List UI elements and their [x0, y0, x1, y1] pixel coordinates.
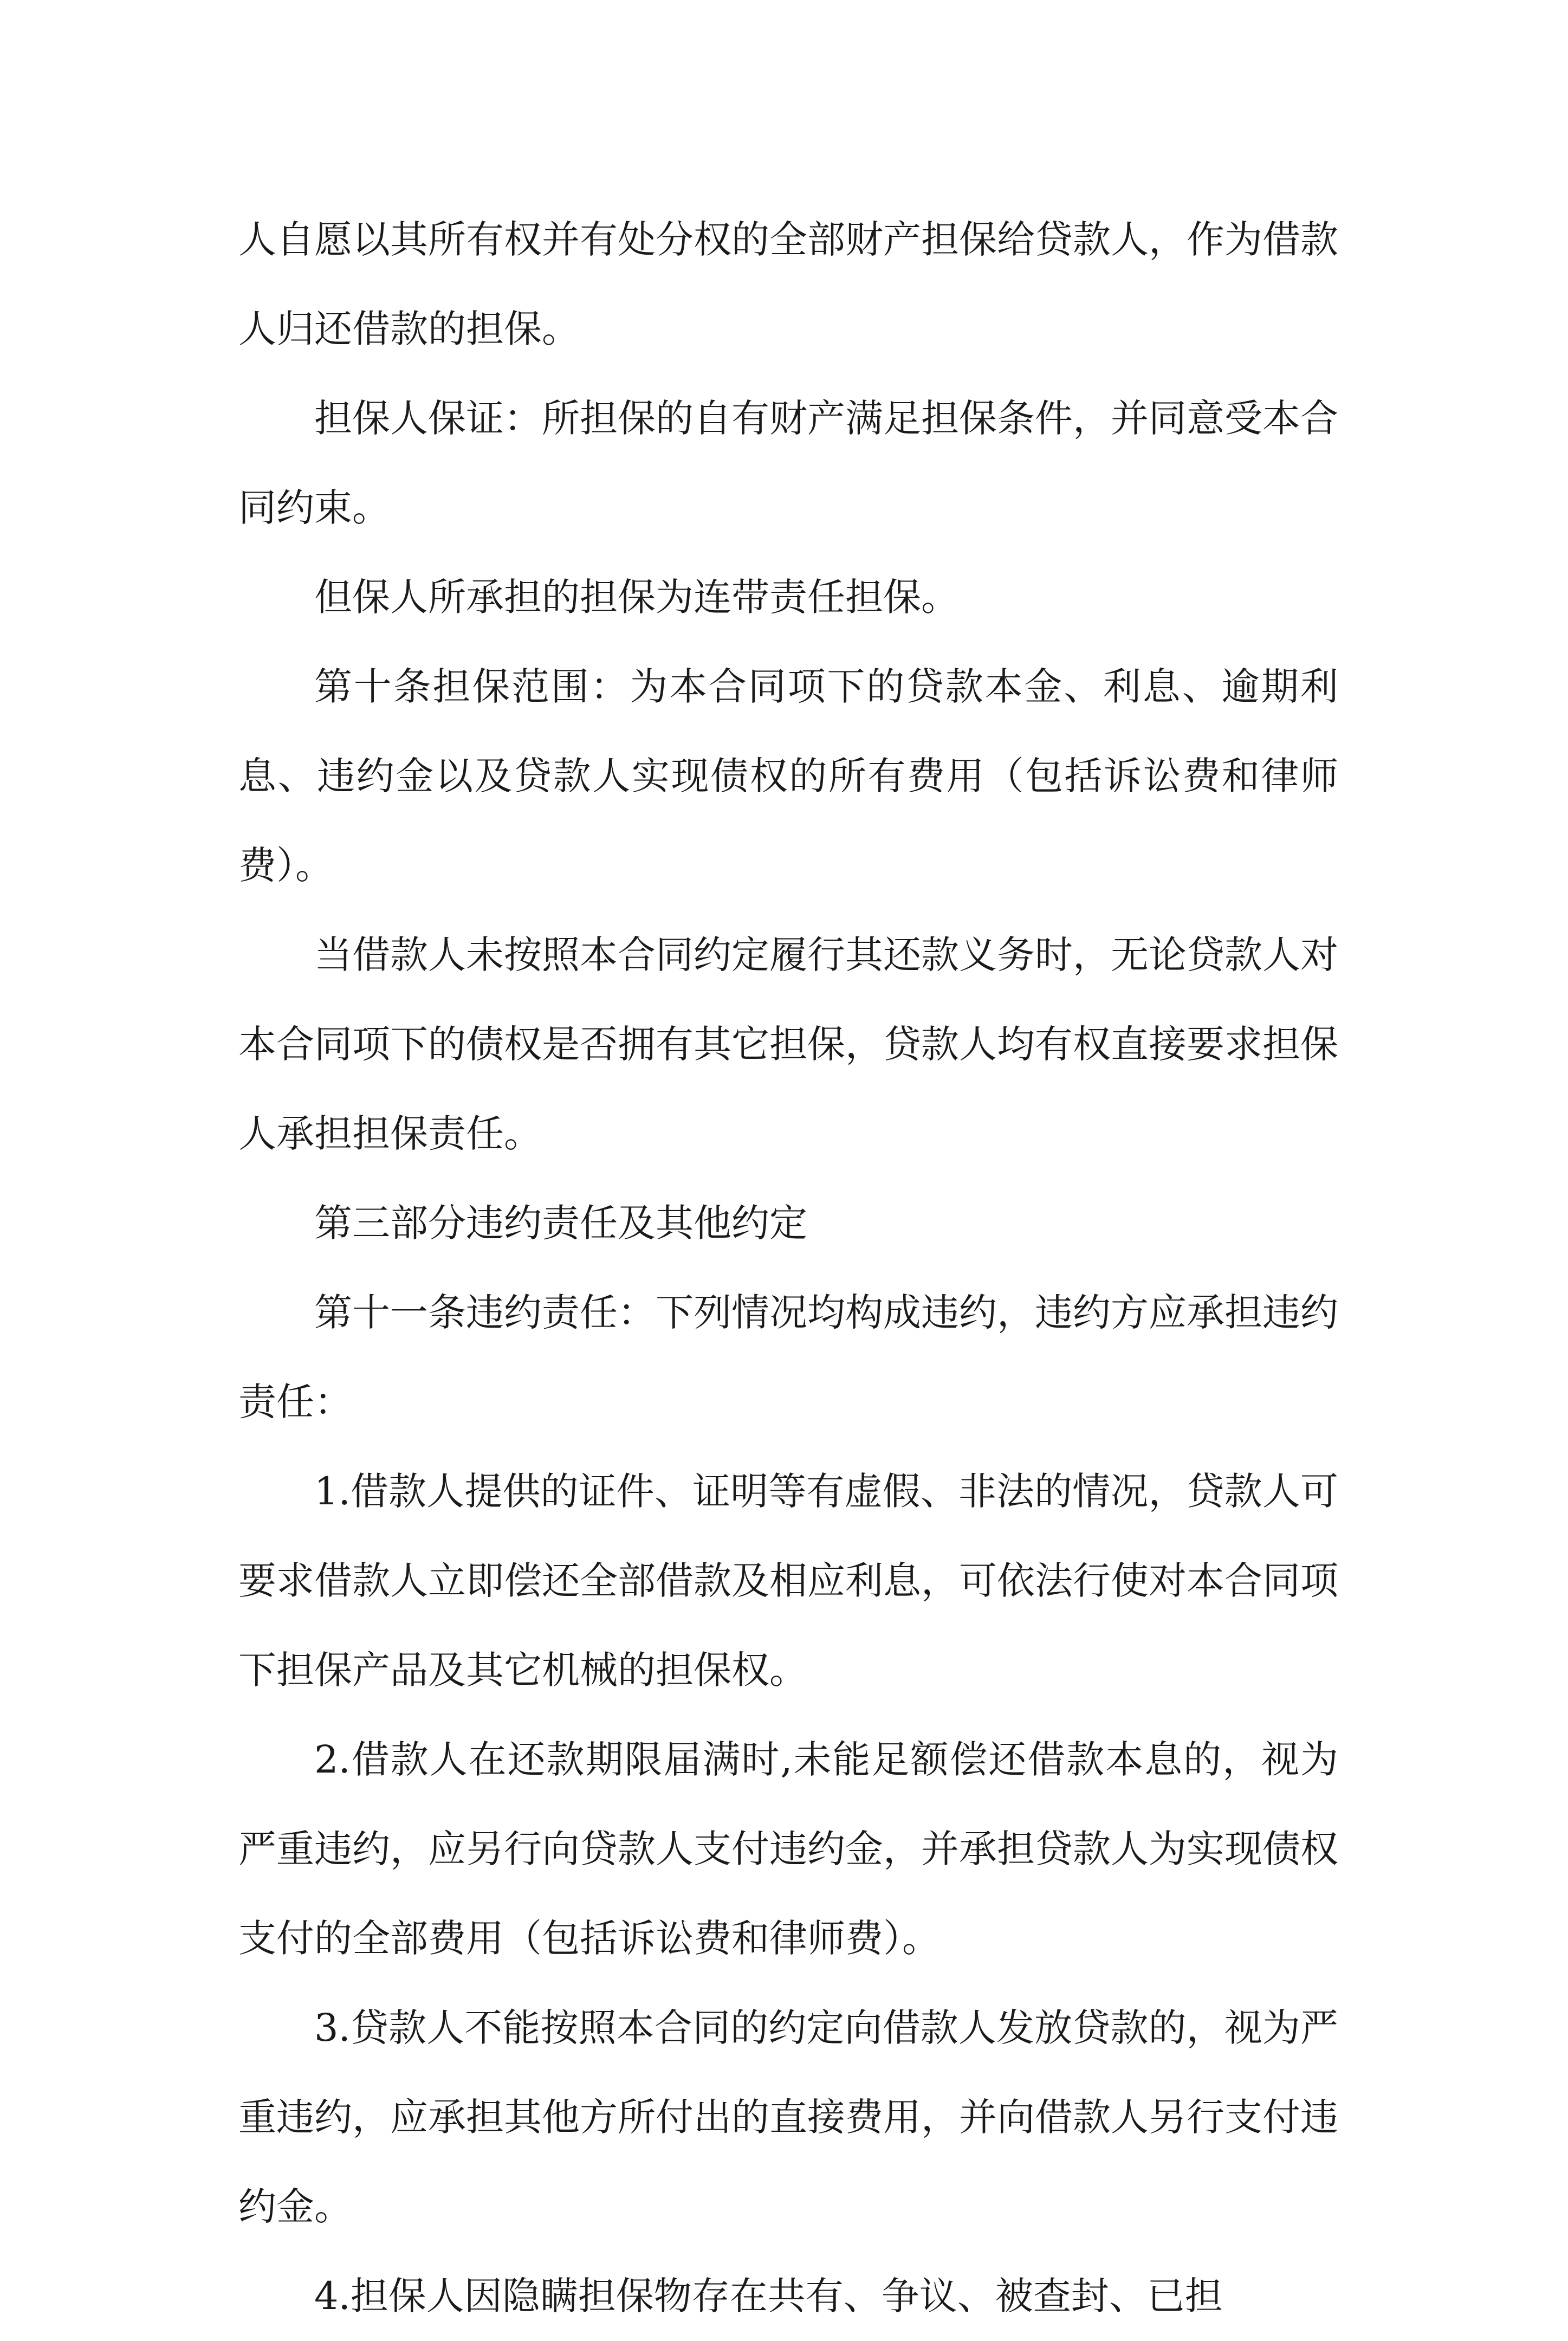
paragraph-guarantee-assets: 人自愿以其所有权并有处分权的全部财产担保给贷款人，作为借款人归还借款的担保。: [238, 217, 1338, 351]
document-body: [238, 195, 1338, 2341]
paragraph-joint-liability: 但保人所承担的担保为连带责任担保。: [314, 575, 959, 619]
list-item-1: 1.借款人提供的证件、证明等有虚假、非法的情况，贷款人可要求借款人立即偿还全部借款及相应利息，可依法行使对本合同项下担保产品及其它机械的担保权。: [238, 1469, 1338, 1692]
list-item-2: 2.借款人在还款期限届满时,未能足额偿还借款本息的，视为严重违约，应另行向贷款人支付违约金，并承担贷款人为实现债权支付的全部费用（包括诉讼费和律师费）。: [238, 1737, 1338, 1961]
paragraph-article-10-scope: 第十条担保范围：为本合同项下的贷款本金、利息、逾期利息、违约金以及贷款人实现债权的所有费用（包括诉讼费和律师费）。: [238, 664, 1338, 888]
list-item-4: 4.担保人因隐瞒担保物存在共有、争议、被查封、已担: [314, 2274, 1223, 2318]
section-heading-part-3: 第三部分违约责任及其他约定: [314, 1201, 807, 1245]
paragraph-guarantor-assurance: 担保人保证：所担保的自有财产满足担保条件，并同意受本合同约束。: [238, 396, 1338, 530]
paragraph-direct-claim: 当借款人未按照本合同约定履行其还款义务时，无论贷款人对本合同项下的债权是否拥有其它担保，贷款人均有权直接要求担保人承担担保责任。: [238, 933, 1338, 1156]
paragraph-article-11-liability: 第十一条违约责任：下列情况均构成违约，违约方应承担违约责任：: [238, 1290, 1338, 1424]
list-item-3: 3.贷款人不能按照本合同的约定向借款人发放贷款的，视为严重违约，应承担其他方所付出的直接费用，并向借款人另行支付违约金。: [238, 2006, 1338, 2229]
